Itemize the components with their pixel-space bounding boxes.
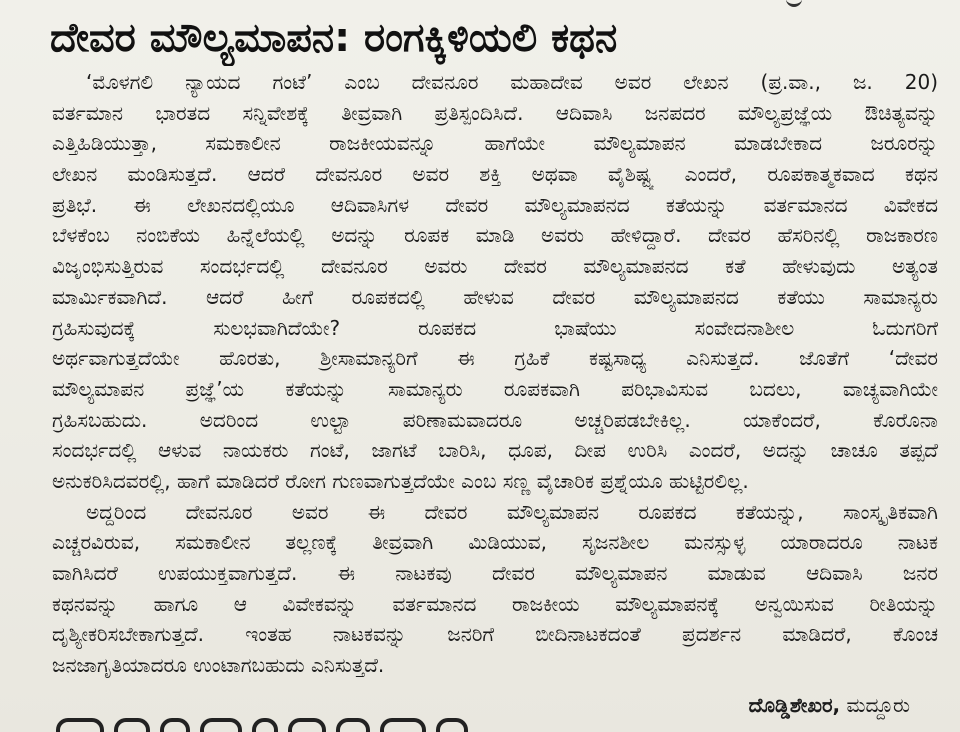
article-text-line: ಸಂದರ್ಭದಲ್ಲಿ ಆಳುವ ನಾಯಕರು ಗಂಟೆ, ಜಾಗಟೆ ಬಾರಿಸಿ, ಧೂಪ, ದೀಪ ಉರಿಸಿ ಎಂದರೆ, ಅದನ್ನು ಚಾಚೂ ತಪ್ಪದೆ [52, 438, 938, 463]
article-text-line: ಅದ್ದರಿಂದ ದೇವನೂರ ಅವರ ಈ ದೇವರ ಮೌಲ್ಯಮಾಪನ ರೂಪಕದ ಕತೆಯನ್ನು, ಸಾಂಸ್ಕೃತಿಕವಾಗಿ [86, 499, 938, 524]
article-body [52, 67, 938, 681]
article-text-line: ಬೆಳಕೆಂಬ ನಂಬಿಕೆಯ ಹಿನ್ನೆಲೆಯಲ್ಲಿ ಅದನ್ನು ರೂಪಕ ಮಾಡಿ ಅವರು ಹೇಳಿದ್ದಾರೆ. ದೇವರ ಹೆಸರಿನಲ್ಲಿ ರಾಜಕಾರಣ [52, 223, 938, 248]
article-text-line: ಅನುಕರಿಸಿದವರಲ್ಲಿ, ಹಾಗೆ ಮಾಡಿದರೆ ರೋಗ ಗುಣವಾಗುತ್ತದೆಯೇ ಎಂಬ ಸಣ್ಣ ವೈಚಾರಿಕ ಪ್ರಶ್ನೆಯೂ ಹುಟ್ಟಿರಲಿಲ್ಲ. [52, 468, 749, 493]
article-text-line: ಗ್ರಹಿಸಬಹುದು. ಅದರಿಂದ ಉಲ್ಟಾ ಪರಿಣಾಮವಾದರೂ ಅಚ್ಚರಿಪಡಬೇಕಿಲ್ಲ. ಯಾಕೆಂದರೆ, ಕೊರೊನಾ [52, 407, 938, 432]
article-text-line: ಎತ್ತಿಹಿಡಿಯುತ್ತಾ, ಸಮಕಾಲೀನ ರಾಜಕೀಯವನ್ನೂ ಹಾಗೆಯೇ ಮೌಲ್ಯಮಾಪನ ಮಾಡಬೇಕಾದ ಜರೂರನ್ನು [52, 131, 938, 156]
next-article-heading-fragment [56, 718, 526, 732]
cropped-glyph-fragment [786, 0, 802, 7]
article-text-line: ‘ಮೊಳಗಲಿ ನ್ಯಾಯದ ಗಂಟೆ’ ಎಂಬ ದೇವನೂರ ಮಹಾದೇವ ಅವರ ಲೇಖನ (ಪ್ರ.ವಾ., ಜ. 20) [86, 70, 938, 94]
article-text-line: ಎಚ್ಚರವಿರುವ, ಸಮಕಾಲೀನ ತಲ್ಲಣಕ್ಕೆ ತೀವ್ರವಾಗಿ ಮಿಡಿಯುವ, ಸೃಜನಶೀಲ ಮನಸ್ಸುಳ್ಳ ಯಾರಾದರೂ ನಾಟಕ [52, 530, 938, 555]
article-text-line: ಮಾರ್ಮಿಕವಾಗಿದೆ. ಆದರೆ ಹೀಗೆ ರೂಪಕದಲ್ಲಿ ಹೇಳುವ ದೇವರ ಮೌಲ್ಯಮಾಪನದ ಕತೆಯು ಸಾಮಾನ್ಯರು [52, 284, 938, 309]
author-name: ದೊಡ್ಡಿಶೇಖರ, [748, 693, 841, 717]
author-signature [749, 690, 910, 720]
article-text-line: ವರ್ತಮಾನ ಭಾರತದ ಸನ್ನಿವೇಶಕ್ಕೆ ತೀವ್ರವಾಗಿ ಪ್ರತಿಸ್ಪಂದಿಸಿದೆ. ಆದಿವಾಸಿ ಜನಪದರ ಮೌಲ್ಯಪ್ರಜ್ಞೆಯ ಔಚಿತ್ಯವನ್ನು [52, 100, 938, 125]
article-text-line: ಗ್ರಹಿಸುವುದಕ್ಕೆ ಸುಲಭವಾಗಿದೆಯೇ? ರೂಪಕದ ಭಾಷೆಯು ಸಂವೇದನಾಶೀಲ ಓದುಗರಿಗೆ [52, 315, 938, 340]
article-text-line: ಕಥನವನ್ನು ಹಾಗೂ ಆ ವಿವೇಕವನ್ನು ವರ್ತಮಾನದ ರಾಜಕೀಯ ಮೌಲ್ಯಮಾಪನಕ್ಕೆ ಅನ್ವಯಿಸುವ ರೀತಿಯನ್ನು [52, 591, 938, 616]
article-paragraph [52, 497, 938, 681]
article-text-line: ಲೇಖನ ಮಂಡಿಸುತ್ತದೆ. ಆದರೆ ದೇವನೂರ ಅವರ ಶಕ್ತಿ ಅಥವಾ ವೈಶಿಷ್ಟ್ಯ ಎಂದರೆ, ರೂಪಕಾತ್ಮಕವಾದ ಕಥನ [52, 162, 938, 187]
article-text-line: ದೃಶ್ಯೀಕರಿಸಬೇಕಾಗುತ್ತದೆ. ಇಂತಹ ನಾಟಕವನ್ನು ಜನರಿಗೆ ಬೀದಿನಾಟಕದಂತೆ ಪ್ರದರ್ಶನ ಮಾಡಿದರೆ, ಕೊಂಚ [52, 622, 938, 647]
article-text-line: ವಾಗಿಸಿದರೆ ಉಪಯುಕ್ತವಾಗುತ್ತದೆ. ಈ ನಾಟಕವು ದೇವರ ಮೌಲ್ಯಮಾಪನ ಮಾಡುವ ಆದಿವಾಸಿ ಜನರ [52, 561, 938, 585]
article-text-line: ಮೌಲ್ಯಮಾಪನ ಪ್ರಜ್ಞೆ’ಯ ಕತೆಯನ್ನು ಸಾಮಾನ್ಯರು ರೂಪಕವಾಗಿ ಪರಿಭಾವಿಸುವ ಬದಲು, ವಾಚ್ಯವಾಗಿಯೇ [52, 376, 938, 401]
article-text-line: ಅರ್ಥವಾಗುತ್ತದೆಯೇ ಹೊರತು, ಶ್ರೀಸಾಮಾನ್ಯರಿಗೆ ಈ ಗ್ರಹಿಕೆ ಕಷ್ಟಸಾಧ್ಯ ಎನಿಸುತ್ತದೆ. ಜೊತೆಗೆ ‘ದೇವರ [52, 346, 938, 371]
article-paragraph [52, 67, 938, 497]
article-text-line: ಜನಜಾಗೃತಿಯಾದರೂ ಉಂಟಾಗಬಹುದು ಎನಿಸುತ್ತದೆ. [52, 653, 385, 678]
article-title: ದೇವರ ಮೌಲ್ಯಮಾಪನ: ರಂಗಕ್ಕಿಳಿಯಲಿ ಕಥನ [50, 15, 618, 61]
article-text-line: ಪ್ರತಿಭೆ. ಈ ಲೇಖನದಲ್ಲಿಯೂ ಆದಿವಾಸಿಗಳ ದೇವರ ಮೌಲ್ಯಮಾಪನದ ಕತೆಯನ್ನು ವರ್ತಮಾನದ ವಿವೇಕದ [52, 192, 938, 217]
article-text-line: ವಿಜೃಂಭಿಸುತ್ತಿರುವ ಸಂದರ್ಭದಲ್ಲಿ ದೇವನೂರ ಅವರು ದೇವರ ಮೌಲ್ಯಮಾಪನದ ಕತೆ ಹೇಳುವುದು ಅತ್ಯಂತ [52, 254, 938, 279]
author-place: ಮದ್ದೂರು [846, 693, 910, 717]
